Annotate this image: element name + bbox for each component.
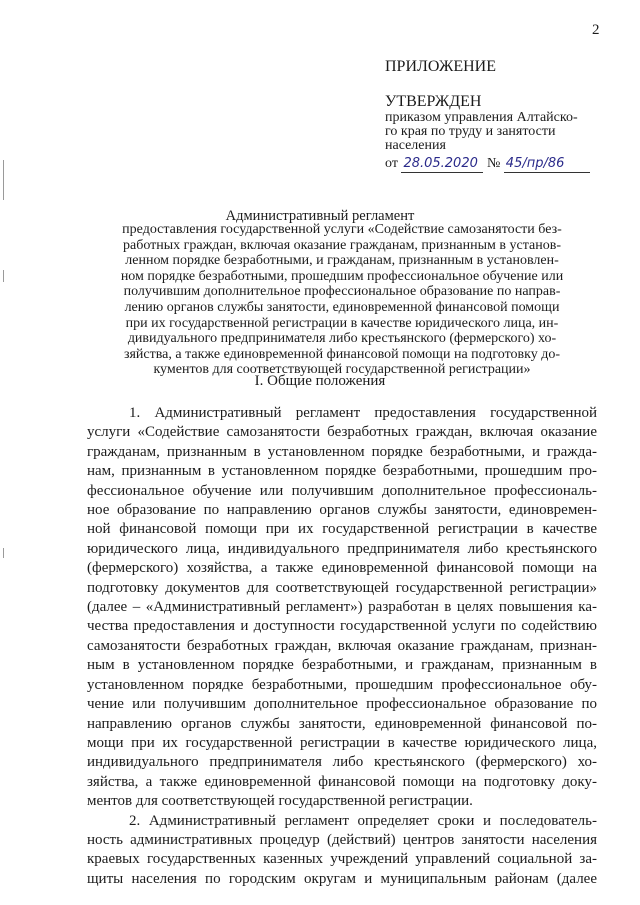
subtitle-line: предоставления государственной услуги «Содействие самозанятости без- (122, 222, 562, 237)
order-line: населения (385, 138, 446, 153)
paragraph-1-line: ное образование по направлению органов службы занятости, единовремен- (87, 502, 597, 519)
paragraph-1-line: чение или получившим дополнительное профессиональное образование по (87, 696, 597, 713)
page-number: 2 (592, 22, 600, 38)
scan-margin-mark (3, 160, 4, 200)
subtitle-line: ном порядке безработными, прошедшим профессиональное обучение или (120, 268, 564, 284)
paragraph-1-line: зяйства, а также единовременной финансовой помощи на подготовку доку- (87, 773, 597, 790)
appendix-label: ПРИЛОЖЕНИЕ (385, 58, 497, 75)
subtitle-line: лению органов службы занятости, единовременной финансовой помощи (124, 299, 560, 315)
subtitle-line: дивидуального предпринимателя либо крестьянского (фермерского) хо- (127, 331, 557, 347)
number-sign: № (486, 156, 501, 171)
paragraph-1-line: нам, признанным в установленном порядке безработными, прошедшим про- (87, 463, 597, 480)
approval-block (385, 58, 605, 173)
subtitle-line: при их государственной регистрации в качестве юридического лица, ин- (125, 315, 559, 331)
subtitle-line: зяйства, а также единовременной финансовой помощи на подготовку до- (123, 346, 561, 362)
paragraph-1-line: чества предоставления и доступности государственной услуги по содействию (87, 618, 597, 635)
paragraph-1-line: мощи при их государственной регистрации в качестве юридического лица, (87, 734, 597, 751)
paragraph-1-line: ной финансовой помощи при их государственной регистрации в качестве (87, 521, 597, 538)
paragraph-1-line: гражданам, признанным в установленном порядке безработными, и гражда- (87, 443, 597, 460)
section-heading: I. Общие положения (254, 373, 386, 389)
order-date-row (385, 155, 605, 173)
subtitle-line: получившим дополнительное профессиональное образование по направ- (123, 284, 561, 300)
paragraph-2-line: краевых государственных казенных учреждений управлений социальной за- (87, 851, 597, 868)
order-line: го края по труду и занятости (385, 124, 556, 139)
order-line: приказом управления Алтайско- (385, 110, 578, 125)
regulation-title: Административный регламент (225, 208, 415, 224)
subtitle-line: кументов для соответствующей государственной регистрации» (153, 362, 531, 378)
paragraph-1-line: подготовку документов для соответствующей государственной регистрации» (87, 579, 597, 596)
paragraph-1-line: (далее – «Административный регламент») разработан в целях повышения ка- (87, 599, 597, 616)
paragraph-1-line: самозанятости безработных граждан, включая оказание гражданам, признан- (87, 637, 597, 654)
paragraph-1-line: установленном порядке безработными, прошедшим профессиональное обу- (87, 676, 597, 693)
paragraph-1-line: направлению органов службы занятости, единовременной финансовой по- (87, 715, 597, 732)
order-text (385, 111, 605, 153)
paragraph-1-line: 1. Административный регламент предоставления государственной (129, 405, 597, 421)
approved-label: УТВЕРЖДЕН (385, 93, 482, 110)
paragraph-1-line: индивидуального предпринимателя либо крестьянского (фермерского) хо- (87, 754, 597, 771)
paragraph-1-line: фессиональное обучение или получившим дополнительное профессиональ- (87, 482, 597, 499)
body-text (87, 404, 597, 889)
paragraph-1-line: (фермерского) хозяйства, а также единовременной финансовой помощи на (87, 560, 597, 577)
paragraph-1-line: юридического лица, индивидуального предпринимателя либо крестьянского (87, 540, 597, 557)
paragraph-1-line: ментов для соответствующей государственной регистрации. (87, 793, 473, 810)
handwritten-date: 28.05.2020 (401, 156, 483, 173)
paragraph-2-line: 2. Административный регламент определяет сроки и последователь- (129, 812, 597, 829)
scan-margin-mark (3, 548, 4, 558)
scan-margin-mark (3, 270, 4, 282)
paragraph-1-line: ным в установленном порядке безработными, и гражданам, признанным в (87, 657, 597, 674)
regulation-subtitle (107, 222, 577, 378)
paragraph-2-line: ность административных процедур (действий) центров занятости населения (87, 831, 597, 848)
subtitle-line: работных граждан, включая оказание гражданам, признанным в установ- (123, 237, 561, 253)
paragraph-2-line: щиты населения по городским округам и муниципальным районам (далее (87, 870, 597, 887)
handwritten-order-number: 45/пр/86 (504, 156, 590, 173)
paragraph-1-line: услуги «Содействие самозанятости безработных граждан, включая оказание (87, 424, 597, 441)
date-prefix: от (385, 156, 398, 171)
subtitle-line: ленном порядке безработными, и гражданам, признанным в установлен- (125, 253, 559, 269)
